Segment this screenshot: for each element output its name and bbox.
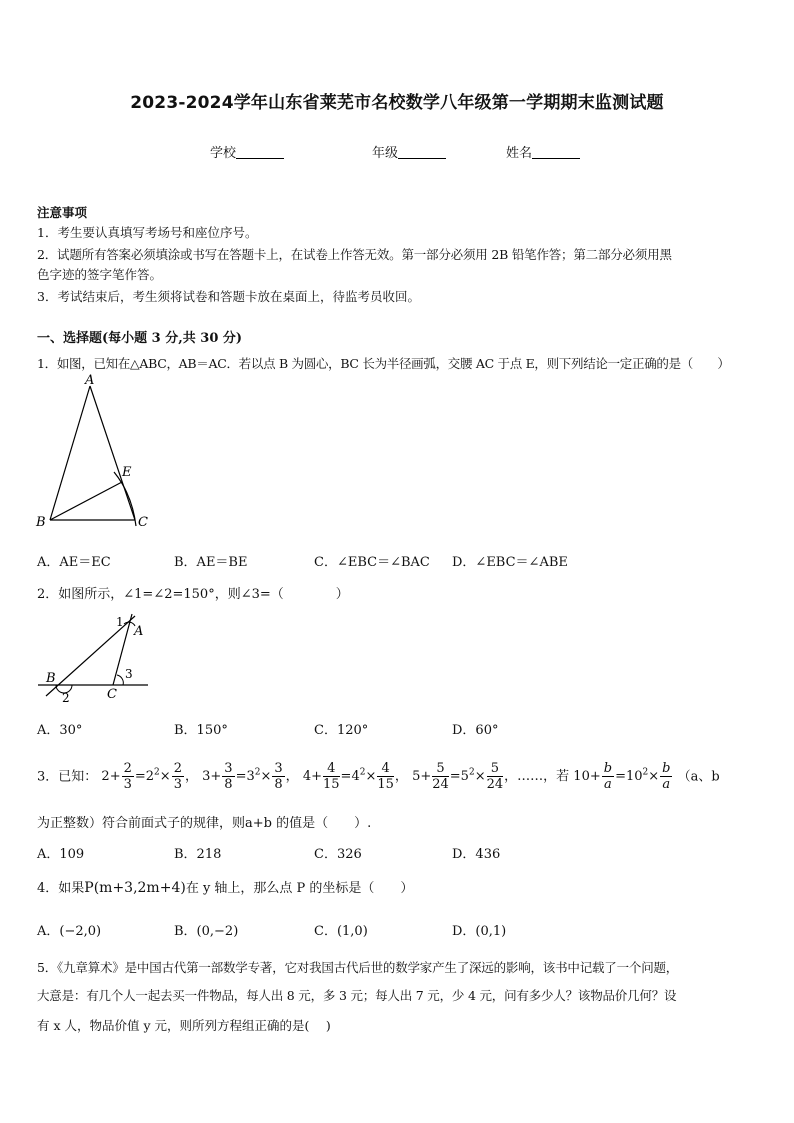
q4-option-b[interactable]: B．(0,−2) [174,924,239,939]
q3-expr-5: 10+ $\frac{b}{a}$ $=10^2\times$ $\frac{b}{a}$ [573,761,671,793]
q1-stem: 1．如图，已知在△ABC，AB＝AC．若以点 B 为圆心，BC 长为半径画弧，交腰 AC 于点 E，则下列结论一定正确的是（ ） [37,356,730,371]
note-1: 1．考生要认真填写考场号和座位序号。 [37,225,258,240]
q4-point: P(m+3,2m+4) [84,880,186,896]
q4-option-c[interactable]: C．(1,0) [314,924,368,939]
q1-segment-ab [50,386,90,520]
notes-heading: 注意事项 [37,205,88,220]
q2-label-3: 3 [125,667,133,681]
q1-segment-be [50,482,122,520]
q4-stem: 4．如果P(m+3,2m+4)在 y 轴上，那么点 P 的坐标是（ ） [37,880,414,896]
q1-triangle-figure [30,372,160,532]
note-2-cont: 色字迹的签字笔作答。 [37,267,163,282]
q5-stem-line1: 5．《九章算术》是中国古代第一部数学专著，它对我国古代后世的数学家产生了深远的影响，该书中记载了一个问题， [37,960,679,975]
q2-label-1: 1 [116,615,124,629]
q1-option-c[interactable]: C．∠EBC＝∠BAC [314,555,430,570]
q3-option-b[interactable]: B．218 [174,847,222,862]
q1-label-c: C [138,515,148,530]
q4-option-d[interactable]: D．(0,1) [452,924,507,939]
name-field [506,142,580,161]
q3-lead: 3．已知： [37,769,98,785]
name-blank[interactable] [532,145,580,159]
q3-expr-1: 2+ $\frac{2}{3}$ $=2^2\times$ $\frac{2}{3}$ ， [101,761,198,793]
school-label: 学校 [210,146,237,161]
q1-segment-ac [90,386,135,520]
q3-expr-3: 4+ $\frac{4}{15}$ $=4^2\times$ $\frac{4}{15}$ ， [302,761,408,793]
q2-label-b: B [46,671,56,686]
q1-arc [114,472,136,526]
note-3: 3．考试结束后，考生须将试卷和答题卡放在桌面上，待监考员收回。 [37,289,420,304]
q1-option-b[interactable]: B．AE＝BE [174,555,248,570]
school-field [210,142,284,161]
section-choice-heading: 一、选择题(每小题 3 分,共 30 分) [37,331,243,346]
q3-option-d[interactable]: D．436 [452,847,501,862]
q3-tail: （a、b [677,769,720,785]
note-2: 2．试题所有答案必须填涂或书写在答题卡上，在试卷上作答无效。第一部分必须用 2B 铅笔作答；第二部分必须用黑 [37,247,672,262]
name-label: 姓名 [506,146,533,161]
q2-label-a: A [134,624,144,639]
grade-blank[interactable] [398,145,446,159]
q2-option-b[interactable]: B．150° [174,723,228,738]
q1-label-e: E [122,465,132,480]
q3-option-c[interactable]: C．326 [314,847,362,862]
q4-option-a[interactable]: A．(−2,0) [37,924,102,939]
q2-angle-figure [32,606,157,706]
q2-stem: 2．如图所示，∠1=∠2=150°，则∠3=（ ） [37,587,349,602]
q1-option-a[interactable]: A．AE＝EC [37,555,111,570]
grade-field [372,142,446,161]
q3-expr-2: 3+ $\frac{3}{8}$ $=3^2\times$ $\frac{3}{8}$ ， [202,761,299,793]
q3-option-a[interactable]: A．109 [37,847,85,862]
q3-stem-line2: 为正整数）符合前面式子的规律，则a+b 的值是（ ）. [37,816,372,831]
q2-option-d[interactable]: D．60° [452,723,499,738]
q2-option-a[interactable]: A．30° [37,723,83,738]
q1-label-a: A [85,373,95,388]
q2-label-c: C [107,687,117,702]
q2-angle3-arc [117,675,123,685]
q5-stem-line2: 大意是：有几个人一起去买一件物品，每人出 8 元，多 3 元；每人出 7 元，少 4 元，问有多少人？该物品价几何？设 [37,988,677,1003]
school-blank[interactable] [236,145,284,159]
q2-label-2: 2 [62,691,70,705]
q1-option-d[interactable]: D．∠EBC＝∠ABE [452,555,568,570]
q3-expr-4: 5+ $\frac{5}{24}$ $=5^2\times$ $\frac{5}{24}$ ，……，若 [412,761,570,793]
page-title: 2023-2024学年山东省莱芜市名校数学八年级第一学期期末监测试题 [130,93,664,113]
grade-label: 年级 [372,146,399,161]
q2-option-c[interactable]: C．120° [314,723,369,738]
q5-stem-line3: 有 x 人，物品价值 y 元，则所列方程组正确的是( ) [37,1018,331,1033]
q1-label-b: B [36,515,46,530]
q3-equation-line [37,753,720,797]
